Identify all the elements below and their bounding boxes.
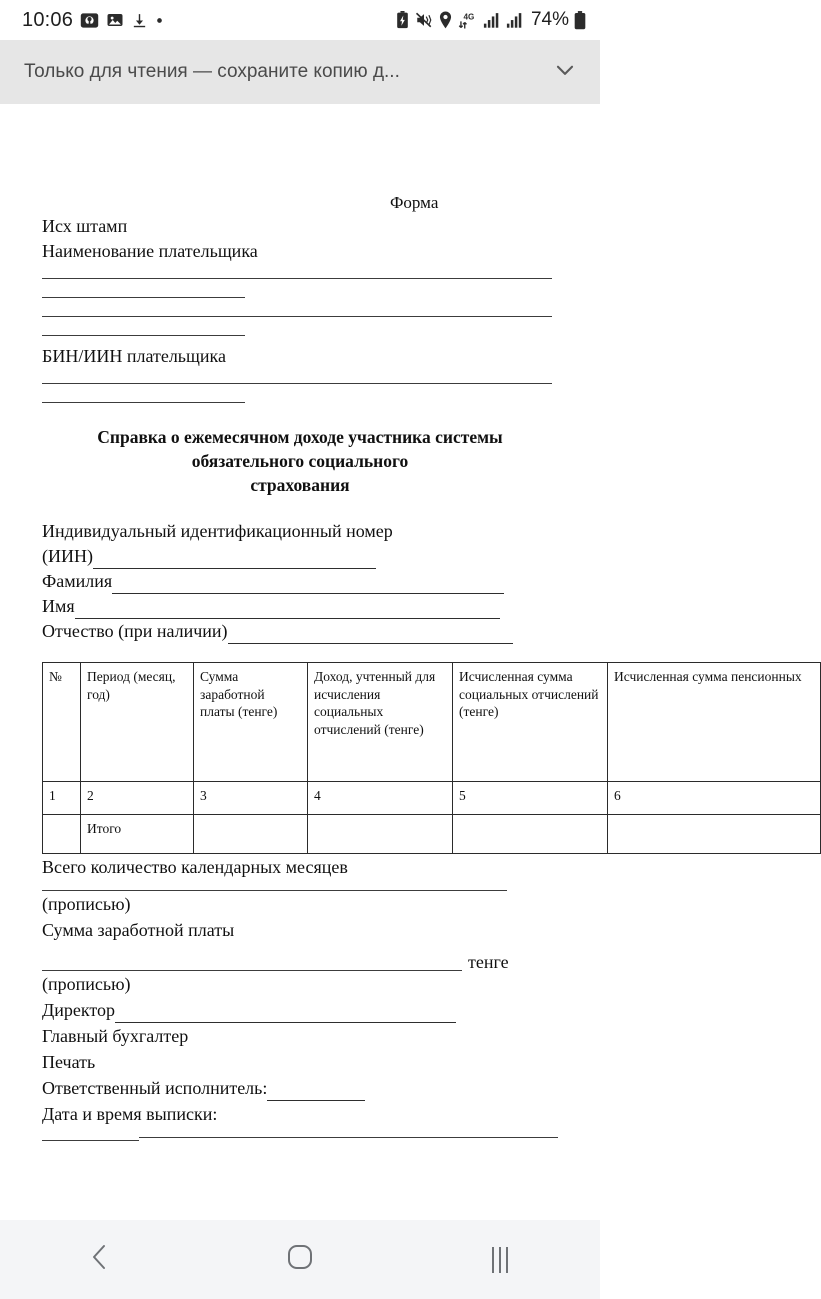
document-title bbox=[42, 425, 558, 497]
status-bar bbox=[0, 0, 600, 40]
director-label: Директор bbox=[42, 1000, 116, 1020]
responsible-row bbox=[42, 1075, 558, 1101]
table-header-row bbox=[43, 663, 821, 782]
in-words-label-2: (прописью) bbox=[42, 974, 131, 994]
nav-back-button[interactable] bbox=[40, 1220, 160, 1299]
table-header-cell-salary: Сумма заработной платы (тенге) bbox=[194, 663, 308, 782]
in-words-label-1: (прописью) bbox=[42, 894, 131, 914]
surname-field-row bbox=[42, 569, 558, 594]
status-bar-left bbox=[22, 9, 164, 32]
currency-label: тенге bbox=[468, 952, 509, 972]
document-title-line-1: Справка о ежемесячном доходе участника системы bbox=[97, 427, 503, 447]
battery-saver-icon bbox=[395, 11, 410, 29]
download-icon bbox=[131, 12, 148, 29]
issue-time-rule bbox=[139, 1137, 558, 1138]
nav-home-button[interactable] bbox=[240, 1220, 360, 1299]
patronymic-field-row bbox=[42, 619, 558, 644]
read-only-banner[interactable] bbox=[0, 40, 600, 104]
document-title-line-2: обязательного социального bbox=[191, 451, 409, 471]
responsible-input-line[interactable] bbox=[275, 1083, 365, 1101]
table-cell-col-index-5: 5 bbox=[453, 782, 608, 815]
iin-label-line-2: (ИИН) bbox=[42, 546, 93, 566]
form-label: Форма bbox=[390, 193, 439, 212]
document-viewer[interactable] bbox=[0, 104, 802, 1213]
patronymic-input-line[interactable] bbox=[236, 626, 513, 644]
chief-accountant-label: Главный бухгалтер bbox=[42, 1026, 189, 1046]
gallery-image-icon bbox=[106, 11, 124, 29]
table-cell-total-label: Итого bbox=[81, 815, 194, 854]
data-transfer-4g-icon bbox=[458, 11, 478, 30]
document-title-line-3: страхования bbox=[250, 475, 350, 495]
camera-screenshot-icon bbox=[80, 11, 99, 30]
table-header-cell-social-deductions: Исчисленная сумма социальных отчислений (тенге) bbox=[453, 663, 608, 782]
iin-label-line-1: Индивидуальный идентификационный номер bbox=[42, 521, 393, 541]
battery-icon bbox=[574, 11, 586, 30]
svg-text:4G: 4G bbox=[463, 12, 475, 22]
patronymic-label: Отчество (при наличии) bbox=[42, 621, 228, 641]
iin-input-line[interactable] bbox=[93, 551, 376, 569]
payer-name-label: Наименование плательщика bbox=[42, 241, 258, 261]
recents-icon bbox=[492, 1247, 509, 1273]
responsible-label: Ответственный исполнитель: bbox=[42, 1078, 268, 1098]
issue-datetime-rules bbox=[42, 1137, 558, 1141]
read-only-banner-text: Только для чтения — сохраните копию д... bbox=[24, 61, 400, 82]
firstname-field-row bbox=[42, 594, 558, 619]
table-row bbox=[43, 782, 821, 815]
issue-datetime-label: Дата и время выписки: bbox=[42, 1104, 218, 1124]
document-footer-fields bbox=[42, 854, 558, 1141]
table-row-total bbox=[43, 815, 821, 854]
chevron-down-icon[interactable] bbox=[540, 57, 578, 88]
director-input-line[interactable] bbox=[123, 1005, 456, 1023]
table-cell-col-index-6: 6 bbox=[608, 782, 821, 815]
table-header-cell-pension: Исчисленная сумма пенсионных bbox=[608, 663, 821, 782]
salary-sum-row bbox=[42, 953, 558, 971]
salary-sum-label: Сумма заработной платы bbox=[42, 920, 235, 940]
table-header-cell-income: Доход, учтенный для исчисления социальных отчислений (тенге) bbox=[308, 663, 453, 782]
mute-vibrate-icon bbox=[415, 11, 433, 29]
seal-label: Печать bbox=[42, 1052, 96, 1072]
surname-label: Фамилия bbox=[42, 571, 113, 591]
income-table bbox=[42, 662, 821, 854]
table-cell-col-index-1: 1 bbox=[43, 782, 81, 815]
table-header-cell-number: № bbox=[43, 663, 81, 782]
table-cell-total-blank bbox=[43, 815, 81, 854]
firstname-input-line[interactable] bbox=[83, 601, 500, 619]
location-icon bbox=[438, 11, 453, 29]
iin-field-row bbox=[42, 544, 558, 569]
nav-recents-button[interactable] bbox=[440, 1220, 560, 1299]
table-cell-total-income bbox=[308, 815, 453, 854]
battery-percent-label: 74% bbox=[530, 9, 569, 30]
status-clock: 10:06 bbox=[22, 8, 74, 31]
signal-bars-sim2-icon bbox=[506, 12, 524, 29]
table-cell-col-index-2: 2 bbox=[81, 782, 194, 815]
table-cell-col-index-3: 3 bbox=[194, 782, 308, 815]
signal-bars-sim1-icon bbox=[483, 12, 501, 29]
home-icon bbox=[287, 1243, 313, 1276]
table-cell-total-social bbox=[453, 815, 608, 854]
payer-bin-label: БИН/ИИН плательщика bbox=[42, 346, 226, 366]
table-cell-total-salary bbox=[194, 815, 308, 854]
months-total-label: Всего количество календарных месяцев bbox=[42, 857, 348, 877]
back-icon bbox=[89, 1243, 111, 1276]
firstname-label: Имя bbox=[42, 596, 75, 616]
table-cell-col-index-4: 4 bbox=[308, 782, 453, 815]
issue-date-rule bbox=[42, 1140, 139, 1141]
status-bar-right bbox=[395, 9, 586, 31]
director-row bbox=[42, 997, 558, 1023]
android-navigation-bar bbox=[0, 1220, 600, 1299]
table-header-cell-period: Период (месяц, год) bbox=[81, 663, 194, 782]
outgoing-stamp-label: Исх штамп bbox=[42, 216, 128, 236]
table-cell-total-pension bbox=[608, 815, 821, 854]
surname-input-line[interactable] bbox=[121, 576, 504, 594]
document-page bbox=[0, 104, 802, 1141]
dot-indicator-icon bbox=[155, 16, 164, 25]
